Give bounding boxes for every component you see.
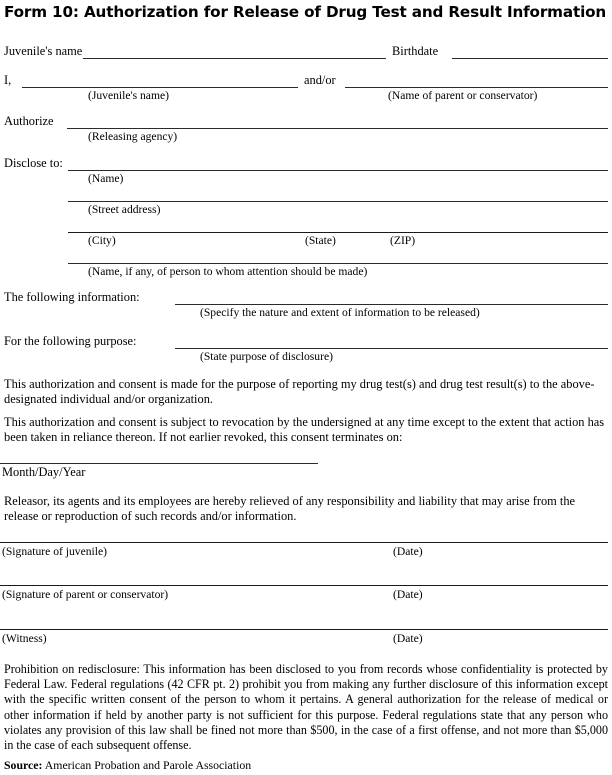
disclose-zip-caption: (ZIP) <box>390 234 416 247</box>
source-label: Source: <box>4 758 43 772</box>
andor-label: and/or <box>304 73 336 87</box>
prohibition-body: This information has been disclosed to you from records whose confidentiality is protected by Federal Law. Federal regulations (42 CFR pt. 2) prohibit you from making any further disclosure of this information except with the specific written consent of the person to whom it pertains. A general authorization for the release of medical or other information if held by another party is not sufficient for this purpose. Federal regulations state that any person who violates any provision of this law shall be fined not more than $500, in the case of a first offense, and not more than $5,000 in the case of each subsequent offense. <box>4 662 608 753</box>
signature-parent-input-line[interactable] <box>0 585 608 586</box>
birthdate-input-line[interactable] <box>452 58 608 59</box>
signature-juvenile-caption: (Signature of juvenile) <box>2 545 107 558</box>
disclose-attention-input-line[interactable] <box>68 263 608 264</box>
authorize-input-line[interactable] <box>67 128 608 129</box>
disclose-city-input-line[interactable] <box>68 232 608 233</box>
information-label: The following information: <box>4 290 140 304</box>
source-line <box>4 758 251 772</box>
birthdate-label: Birthdate <box>392 44 439 58</box>
signature-juvenile-date-caption: (Date) <box>393 545 423 558</box>
disclose-name-input-line[interactable] <box>68 170 608 171</box>
signature-parent-caption: (Signature of parent or conservator) <box>2 588 169 601</box>
prohibition-paragraph <box>4 662 608 753</box>
disclose-city-caption: (City) <box>88 234 116 247</box>
authorize-label: Authorize <box>4 114 54 128</box>
declarant-parent-caption: (Name of parent or conservator) <box>388 89 538 102</box>
disclose-street-caption: (Street address) <box>88 203 161 216</box>
information-input-line[interactable] <box>175 304 608 305</box>
termination-date-input-line[interactable] <box>0 463 318 464</box>
purpose-input-line[interactable] <box>175 348 608 349</box>
declarant-parent-input-line[interactable] <box>345 87 608 88</box>
signature-witness-input-line[interactable] <box>0 629 608 630</box>
signature-juvenile-input-line[interactable] <box>0 542 608 543</box>
information-caption: (Specify the nature and extent of information to be released) <box>200 306 480 319</box>
prohibition-lead-label: Prohibition on redisclosure: <box>4 662 140 676</box>
page-title: Form 10: Authorization for Release of Drug Test and Result Information <box>4 3 607 21</box>
signature-witness-date-caption: (Date) <box>393 632 423 645</box>
disclose-state-caption: (State) <box>305 234 336 247</box>
purpose-caption: (State purpose of disclosure) <box>200 350 333 363</box>
paragraph-releasor: Releasor, its agents and its employees are hereby relieved of any responsibility and liability that may arise from the release or reproduction of such records and/or information. <box>4 494 576 524</box>
declarant-juvenile-input-line[interactable] <box>22 87 298 88</box>
source-value: American Probation and Parole Association <box>42 758 252 772</box>
signature-witness-caption: (Witness) <box>2 632 47 645</box>
disclose-name-caption: (Name) <box>88 172 124 185</box>
disclose-label: Disclose to: <box>4 156 63 170</box>
paragraph-reporting-purpose: This authorization and consent is made for the purpose of reporting my drug test(s) and drug test result(s) to the above-designated individual and/or organization. <box>4 377 595 407</box>
termination-date-caption: Month/Day/Year <box>2 465 86 479</box>
paragraph-revocation: This authorization and consent is subject to revocation by the undersigned at any time except to the extent that action has been taken in reliance thereon. If not earlier revoked, this consent terminates on: <box>4 415 605 445</box>
juvenile-name-label: Juvenile's name <box>4 44 83 58</box>
disclose-attention-caption: (Name, if any, of person to whom attention should be made) <box>88 265 368 278</box>
purpose-label: For the following purpose: <box>4 334 137 348</box>
signature-parent-date-caption: (Date) <box>393 588 423 601</box>
declarant-i-label: I, <box>4 73 12 87</box>
authorize-caption: (Releasing agency) <box>88 130 178 143</box>
declarant-juvenile-caption: (Juvenile's name) <box>88 89 169 102</box>
juvenile-name-input-line[interactable] <box>83 58 386 59</box>
disclose-street-input-line[interactable] <box>68 201 608 202</box>
